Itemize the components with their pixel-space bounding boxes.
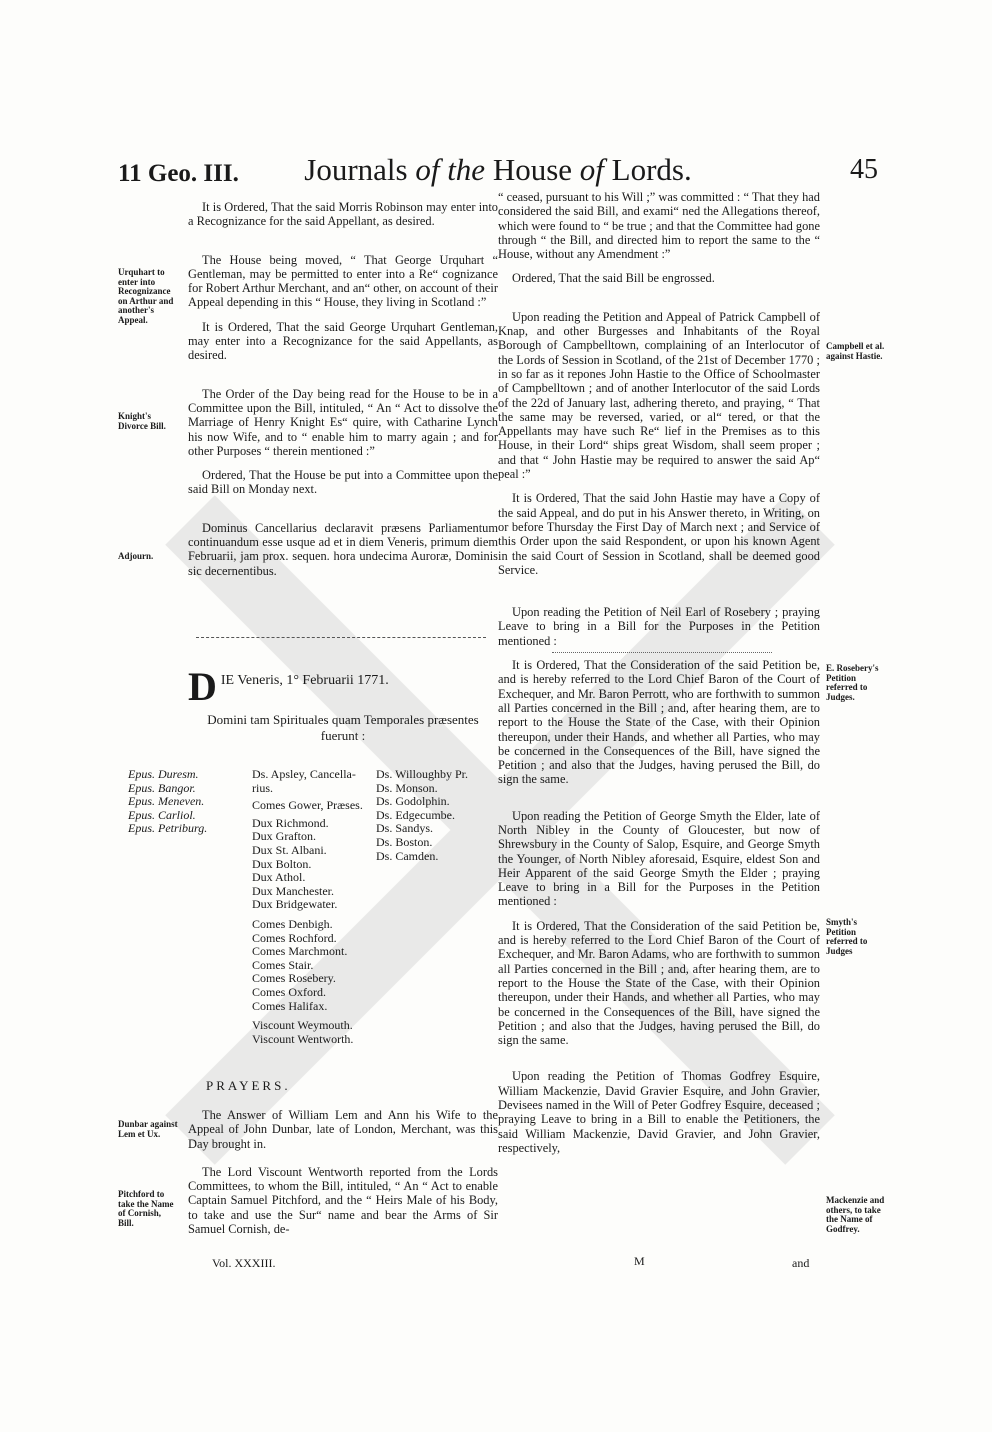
margin-note-campbell: Campbell et al. against Hastie. <box>826 341 885 361</box>
list-item: Dux Grafton. <box>252 829 316 844</box>
prayers-heading: PRAYERS. <box>206 1078 291 1093</box>
dropcap: D <box>188 664 217 709</box>
list-item: Ds. Apsley, Cancella- <box>252 767 356 781</box>
list-item: Dux Bolton. <box>252 856 312 871</box>
header-regnal-year: 11 Geo. III. <box>118 160 239 187</box>
list-item: Dux Athol. <box>252 870 306 885</box>
catchword: and <box>792 1256 810 1270</box>
entry-pitchford-engrossed: Ordered, That the said Bill be engrossed. <box>512 271 715 286</box>
margin-note-urquhart: Urquhart to enter into Recognizance on Arthur and another's Appeal. <box>118 267 174 325</box>
margin-note-smyth: Smyth's Petition referred to Judges <box>826 917 868 956</box>
signature-mark: M <box>634 1254 645 1268</box>
list-item: Comes Rosebery. <box>252 971 336 986</box>
margin-note-rosebery: E. Rosebery's Petition referred to Judges. <box>826 663 879 702</box>
page-header <box>118 148 878 192</box>
list-item: Epus. Meneven. <box>128 794 205 809</box>
list-item: Comes Oxford. <box>252 984 326 999</box>
list-item: Dux St. Albani. <box>252 842 327 857</box>
right-column <box>498 190 820 1165</box>
list-item: rius. <box>252 780 273 795</box>
list-item: Ds. Monson. <box>376 780 438 795</box>
entry-knight-order: Ordered, That the House be put into a Committee upon the said Bill on Monday next. <box>188 468 498 497</box>
margin-note-dunbar: Dunbar against Lem et Ux. <box>118 1119 178 1139</box>
list-item: Comes Denbigh. <box>252 916 333 931</box>
entry-pitchford-report-cont: “ ceased, pursuant to his Will ;” was committed : “ That they had considered the said Bill, and exami“ ned the Allegations thereof, which were found to “ be true ; and that the Committee had gone through “ the Bill, and directed him to report the same to the “ House, without any Amendment :” <box>498 190 820 262</box>
entry-campbell-appeal: Upon reading the Petition and Appeal of Patrick Campbell of Knap, and other Burgesses and Inhabitants of the Royal Borough of Campbelltown, complaining of an Interlocutor of the Lords of Session in Scotland, of the 21st of December 1770 ; in so far as it repones John Hastie to the Office of Schoolmaster of Campbelltown ; and of another Interlocutor of the said Lords of the 22d of January last, adhering thereto, and praying, “ That the same may be reversed, varied, or al“ tered, or that the Appellants may have such Re“ lief in the Premises as to this House, in their Lord“ ships great Wisdom, shall seem proper ; and that “ John Hastie may be required to answer the said Ap“ peal :” <box>498 309 820 482</box>
list-item: Epus. Petriburg. <box>128 821 208 836</box>
list-item: Dux Manchester. <box>252 883 334 898</box>
margin-note-pitchford: Pitchford to take the Name of Cornish, Bill. <box>118 1189 174 1228</box>
list-item: Ds. Godolphin. <box>376 794 450 809</box>
page-number: 45 <box>850 154 878 185</box>
list-item: Comes Gower, Præses. <box>252 798 363 813</box>
entry-knight-divorce-bill: The Order of the Day being read for the House to be in a Committee upon the Bill, intituled, “ An “ Act to dissolve the Marriage of Henry Knight Es“ quire, with Catharine Lynch his now Wife, and to “ enable him to marry again ; and for other Purposes “ therein mentioned :” <box>188 386 498 458</box>
left-column <box>188 200 498 588</box>
list-item: Dux Richmond. <box>252 815 329 830</box>
entry-dunbar-answer: The Answer of William Lem and Ann his Wife to the Appeal of John Dunbar, late of London, Merchant, was this Day brought in. <box>188 1108 498 1151</box>
entry-urquhart-order: It is Ordered, That the said George Urquhart Gentleman, may enter into a Recognizance for the said Appellants, as desired. <box>188 319 498 363</box>
list-item: Ds. Willoughby Pr. <box>376 767 468 781</box>
list-item: Viscount Weymouth. <box>252 1018 353 1033</box>
section-divider <box>196 637 486 638</box>
list-item: Dux Bridgewater. <box>252 897 338 912</box>
list-item: Ds. Sandys. <box>376 821 434 836</box>
bishops-list <box>128 768 207 836</box>
entry-adjournment: Dominus Cancellarius declaravit præsens Parliamentum continuandum esse usque ad et in diem Veneris, primum diem Februarii, jam prox. sequen. hora undecima Auroræ, Dominis sic decernentibus. <box>188 520 498 578</box>
list-item: Ds. Edgecumbe. <box>376 807 455 822</box>
margin-note-knight: Knight's Divorce Bill. <box>118 411 166 431</box>
list-item: Epus. Bangor. <box>128 780 196 795</box>
list-item: Comes Rochford. <box>252 930 337 945</box>
sitting-date: IE Veneris, 1° Februarii 1771. <box>220 673 389 688</box>
sitting-date-heading <box>188 664 498 709</box>
list-item: Epus. Duresm. <box>128 767 199 781</box>
section-divider-right <box>552 652 772 653</box>
list-item: Epus. Carliol. <box>128 807 196 822</box>
margin-note-adjourn: Adjourn. <box>118 551 154 561</box>
entry-pitchford-report: The Lord Viscount Wentworth reported from the Lords Committees, to whom the Bill, intituled, “ An “ Act to enable Captain Samuel Pitchford, and the “ Heirs Male of his Body, to take and use the Sur“ name and bear the Arms of Sir Samuel Cornish, de- <box>188 1164 498 1237</box>
entry-robinson-recognizance: It is Ordered, That the said Morris Robinson may enter into a Recognizance for the said Appellant, as desired. <box>188 200 498 229</box>
entry-smyth-petition: Upon reading the Petition of George Smyth the Elder, late of North Nibley in the County of Gloucester, but now of Shrewsbury in the County of Salop, Esquire, and George Smyth the Younger, of North Nibley aforesaid, Esquire, eldest Son and Heir Apparent of the said George Smyth the Elder ; praying Leave to bring in a Bill for the Purposes in the Petition mentioned : <box>498 808 820 909</box>
list-item: Comes Marchmont. <box>252 944 348 959</box>
margin-note-mackenzie: Mackenzie and others, to take the Name of Godfrey. <box>826 1195 885 1234</box>
entry-urquhart-motion: The House being moved, “ That George Urquhart “ Gentleman, may be permitted to enter into a Re“ cognizance for Robert Arthur Merchant, and an“ other, on account of their Appeal depending in this “ House, they living in Scotland :” <box>188 252 498 310</box>
entry-campbell-order: It is Ordered, That the said John Hastie may have a Copy of the said Appeal, and do put in his Answer thereto, in Writing, on or before Thursday the First Day of March next ; and Service of this Order upon the said Respondent, or upon his known Agent in the said Court of Session in Scotland, shall be deemed good Service. <box>498 491 820 577</box>
left-column-lower <box>188 1108 498 1246</box>
entry-godfrey-petition: Upon reading the Petition of Thomas Godfrey Esquire, William Mackenzie, David Gravier Esquire, and John Gravier, Devisees named in the Will of Peter Godfrey Esquire, deceased ; praying Leave to bring in a Bill to enable the Petitioners, the said William Mackenzie, David Gravier, and John Gravier, respectively, <box>498 1069 820 1155</box>
list-item: Comes Halifax. <box>252 998 328 1013</box>
list-item: Ds. Camden. <box>376 848 439 863</box>
entry-smyth-order: It is Ordered, That the Consideration of the said Petition be, and is hereby referred to the Lord Chief Baron of the Court of Exchequer, and Mr. Baron Adams, who are forthwith to summon all Parties concerned in the Bill ; and, after hearing them, are to report to the House the State of the Case, with their Opinion thereupon, under their Hands, and whether all Parties, who may be concerned in the Consequences of the Bill, have signed the Petition ; and also that the Judges, having perused the Bill, do sign the same. <box>498 918 820 1048</box>
list-item: Ds. Boston. <box>376 834 433 849</box>
header-title: Journals of the House of Lords. <box>304 152 692 187</box>
list-item: Comes Stair. <box>252 957 314 972</box>
volume-marker: Vol. XXXIII. <box>212 1256 276 1270</box>
entry-rosebery-petition: Upon reading the Petition of Neil Earl of Rosebery ; praying Leave to bring in a Bill for the Purposes in the Petition mentioned : <box>498 605 820 648</box>
lords-list-middle <box>252 768 363 1046</box>
entry-rosebery-order: It is Ordered, That the Consideration of the said Petition be, and is hereby referred to the Lord Chief Baron of the Court of Exchequer, and Mr. Baron Perrott, who are forthwith to summon all Parties concerned in the Bill ; and, after hearing them, are to report to the House the State of the Case, with their Opinion thereupon, under their Hands, and whether all Parties, who may be concerned in the Consequences of the Bill, have signed the Petition ; and also that the Judges, having perused the Bill, do sign the same. <box>498 658 820 787</box>
lords-list-right <box>376 768 468 863</box>
list-item: Viscount Wentworth. <box>252 1031 354 1046</box>
attendance-heading: Domini tam Spirituales quam Temporales præsentes fuerunt : <box>207 712 479 743</box>
